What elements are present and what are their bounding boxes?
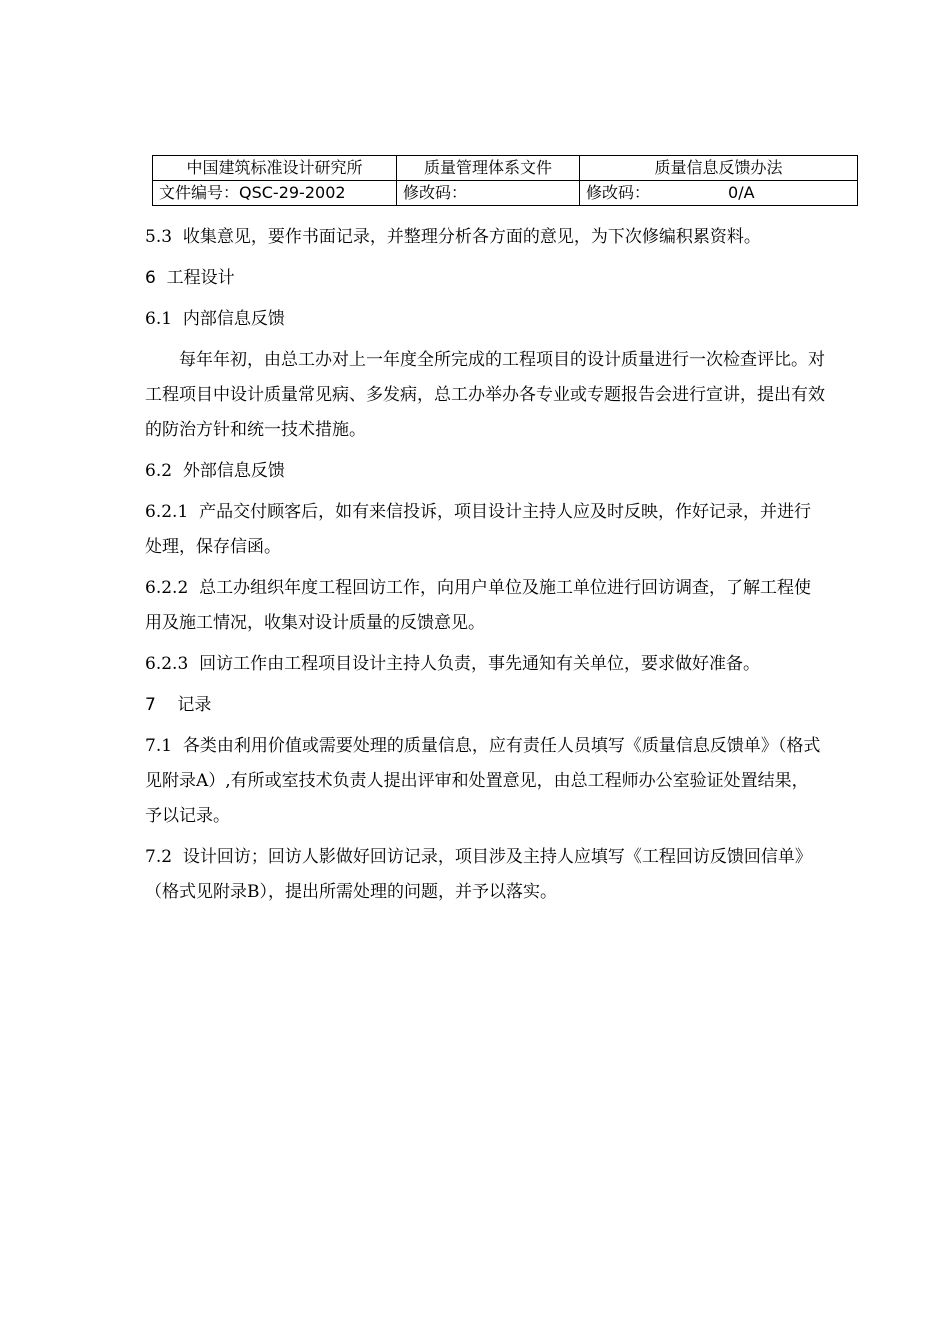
paragraph-6-2-3: 6.2.3 回访工作由工程项目设计主持人负责，事先通知有关单位，要求做好准备。 xyxy=(145,654,761,674)
subsection-heading-6-1: 6.1 内部信息反馈 xyxy=(145,309,285,329)
paragraph-5-3: 5.3 收集意见，要作书面记录，并整理分析各方面的意见，为下次修编积累资料。 xyxy=(145,227,761,247)
section-heading-6: 6 工程设计 xyxy=(145,268,235,288)
revision-code-cell xyxy=(580,181,858,206)
paragraph-7-2: 7.2 设计回访；回访人影做好回访记录，项目涉及主持人应填写《工程回访反馈回信单》（格式见附录B），提出所需处理的问题，并予以落实。 xyxy=(145,847,812,902)
paragraph-6-2-2: 6.2.2 总工办组织年度工程回访工作，向用户单位及施工单位进行回访调查，了解工程使用及施工情况，收集对设计质量的反馈意见。 xyxy=(145,578,812,633)
paragraph-6-1-body: 每年年初，由总工办对上一年度全所完成的工程项目的设计质量进行一次检查评比。对工程项目中设计质量常见病、多发病，总工办举办各专业或专题报告会进行宣讲，提出有效的防治方针和统一技术措施。 xyxy=(145,350,825,440)
organization-name: 中国建筑标准设计研究所 xyxy=(153,156,397,181)
header-row-1 xyxy=(153,156,858,181)
document-body xyxy=(145,220,825,916)
revision-code-label-2: 修改码： xyxy=(586,183,651,202)
revision-code-label-1: 修改码： xyxy=(397,181,580,206)
subsection-heading-6-2: 6.2 外部信息反馈 xyxy=(145,461,285,481)
header-row-2 xyxy=(153,181,858,206)
document-title: 质量信息反馈办法 xyxy=(580,156,858,181)
document-header-table xyxy=(152,155,858,206)
paragraph-6-2-1: 6.2.1 产品交付顾客后，如有来信投诉，项目设计主持人应及时反映，作好记录，并进行处理，保存信函。 xyxy=(145,502,812,557)
paragraph-7-1: 7.1 各类由利用价值或需要处理的质量信息，应有责任人员填写《质量信息反馈单》（格式见附录A）,有所或室技术负责人提出评审和处置意见，由总工程师办公室验证处置结果，予以记录。 xyxy=(145,736,821,826)
document-type: 质量管理体系文件 xyxy=(397,156,580,181)
revision-code-value: 0/A xyxy=(728,183,755,202)
document-number: 文件编号：QSC-29-2002 xyxy=(153,181,397,206)
section-heading-7: 7 记录 xyxy=(145,695,212,715)
